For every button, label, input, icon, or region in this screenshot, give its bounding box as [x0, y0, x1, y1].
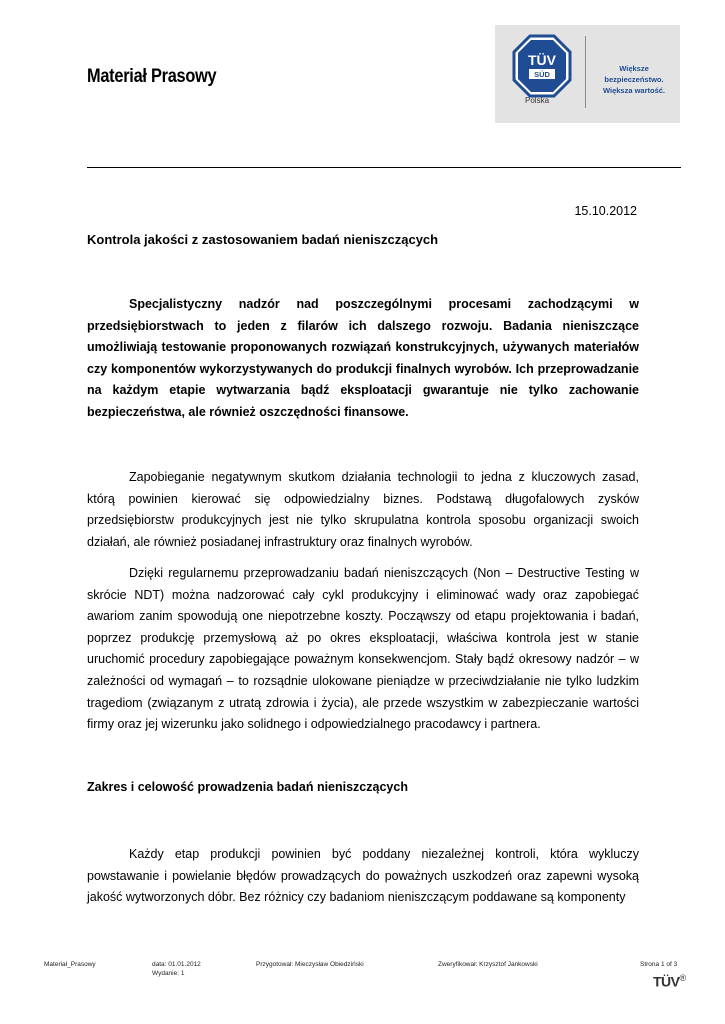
document-heading: Kontrola jakości z zastosowaniem badań nieniszczących: [87, 232, 439, 247]
body-paragraph: Każdy etap produkcji powinien być poddany niezależnej kontroli, która wykluczy powstawanie i powielanie błędów prowadzących do poważnych uszkodzeń oraz zapewni wysoką jakość wytworzonych dóbr. Bez różnicy czy badaniom nieniszczącym poddawane są komponenty: [87, 847, 639, 905]
footer-verified-by: Zweryfikował: Krzysztof Jankowski: [438, 961, 538, 968]
body-paragraph: Zapobieganie negatywnym skutkom działania technologii to jedna z kluczowych zasad, którą powinien kierować się odpowiedzialny biznes. Podstawą długofalowych zysków przedsiębiorstw produkcyjnych jest nie tylko skrupulatna kontrola sposobu organizacji swoich działań, ale również posiadanej infrastruktury oraz finalnych wyrobów.: [87, 470, 639, 549]
registered-icon: ®: [679, 973, 686, 983]
footer-date: data: 01.01.2012: [152, 961, 201, 968]
slogan-line-1: Większe bezpieczeństwo.: [604, 64, 664, 84]
footer-tuv-mark-text: TÜV: [653, 973, 680, 990]
footer-page-number: Strona 1 of 3: [640, 961, 678, 968]
footer-edition: Wydanie: 1: [152, 970, 185, 977]
logo-country: Polska: [525, 96, 550, 105]
footer-prepared-by: Przygotował: Mieczysław Obiedziński: [256, 961, 364, 968]
badge-top-text: TÜV: [528, 52, 556, 68]
footer-date-block: [152, 960, 201, 978]
footer-tuv-mark: [653, 973, 686, 990]
body-paragraph: Dzięki regularnemu przeprowadzaniu badań nieniszczących (Non – Destructive Testing w skrócie NDT) można nadzorować cały cykl produkcyjny i eliminować wady oraz zapobiegać awariom zanim spowodują one niepotrzebne koszty. Począwszy od etapu projektowania i badań, poprzez produkcję przemysłową aż po okres eksploatacji, właściwa kontrola jest w stanie uruchomić procedury zapobiegające poważnym konsekwencjom. Stały bądź okresowy nadzór – w zależności od wymagań – to rozsądnie ulokowane pieniądze w przeciwdziałanie nie tylko ludzkim tragediom (związanym z utratą zdrowia i życia), ale przede wszystkim w zabezpieczanie wartości firmy oraz jej wizerunku jako solidnego i odpowiedzialnego pracodawcy i partnera.: [87, 566, 639, 732]
section-heading: Zakres i celowość prowadzenia badań nieniszczących: [87, 780, 408, 794]
page-title: Materiał Prasowy: [87, 66, 217, 87]
tuv-octagon-icon: [512, 34, 572, 98]
lead-paragraph: Specjalistyczny nadzór nad poszczególnymi procesami zachodzącymi w przedsiębiorstwach to jeden z filarów ich dalszego rozwoju. Badania nieniszczące umożliwiają testowanie proponowanych rozwiązań konstrukcyjnych, używanych materiałów czy komponentów wykorzystywanych do produkcji finalnych wyrobów. Ich przeprowadzanie na każdym etapie wytwarzania bądź eksploatacji gwarantuje nie tylko zachowanie bezpieczeństwa, ale również oszczędności finansowe.: [87, 297, 639, 419]
document-date: 15.10.2012: [574, 204, 637, 218]
tuv-sud-logo: [495, 25, 680, 123]
logo-divider: [585, 36, 586, 108]
logo-slogan: [591, 63, 677, 96]
badge-bottom-text: SÜD: [534, 70, 550, 79]
footer-doc-name: Materiał_Prasowy: [44, 961, 96, 968]
header-divider: [87, 167, 681, 168]
slogan-line-2: Większa wartość.: [602, 86, 666, 95]
